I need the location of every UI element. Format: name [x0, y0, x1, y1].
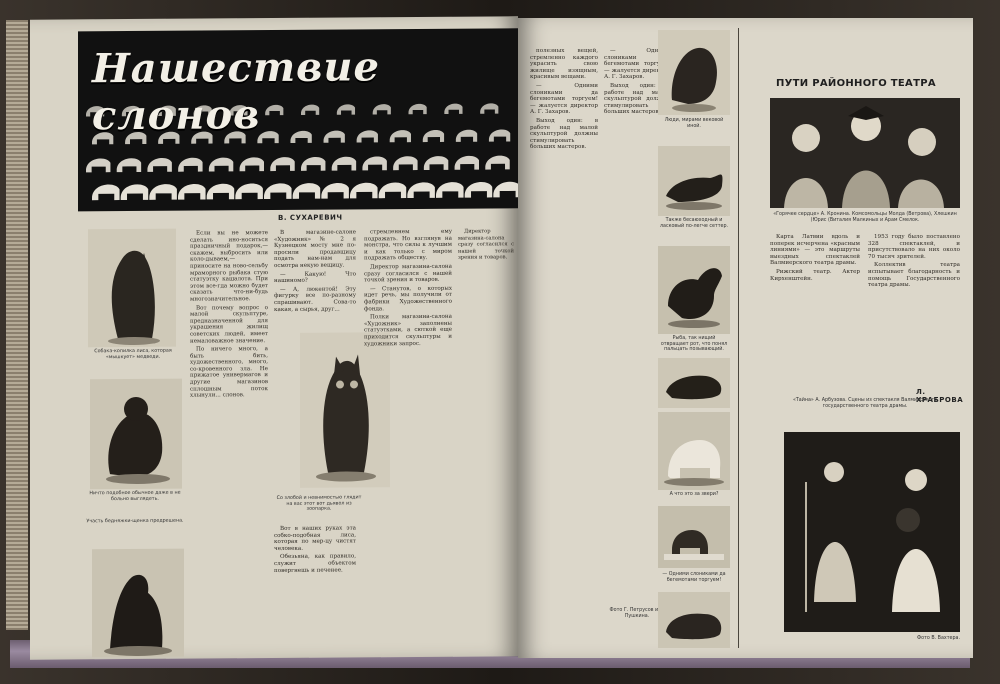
caption-fox: Собака-копилка лиса, которая «мышкует» медведи. — [94, 348, 172, 360]
caption-puppy: Участь бедняжки-щенка предрешена. — [86, 518, 184, 525]
photo-bird-figurine — [658, 30, 730, 115]
elephant-figurine — [379, 182, 407, 198]
photo-fish-figurine — [658, 246, 730, 334]
paragraph: Директор магазина-салона сразу согласился с нашей точкой зрения и товаров. — [364, 263, 452, 284]
text-column-mid-1 — [530, 48, 598, 648]
theatre-photo-credit: Фото В. Вахтера. — [917, 636, 960, 641]
paragraph: Вот в наших руках эта собко-подобная лиса, которая по мер-цу чистят человека. — [274, 525, 356, 552]
elephant-figurine — [270, 157, 294, 171]
paragraph: — Одними слониками да бегемотами торгуем! — жалуется директор А. Г. Захаров. — [530, 82, 598, 116]
elephant-figurine — [321, 183, 349, 199]
elephant-figurine — [293, 183, 321, 199]
caption-people: Люди, мирами вековой иной. — [664, 118, 724, 129]
paragraph: Вот почему вопрос о малой скульптуре, предназначенной для украшения жилищ советских людей, имеет немаловажное значение. — [190, 304, 268, 345]
left-page — [30, 16, 518, 659]
photo-hippo-figurine — [658, 592, 730, 648]
elephant-figurine — [465, 182, 493, 198]
elephant-figurine — [149, 184, 177, 200]
text-column-4 — [458, 228, 514, 648]
article-author: В. СУХАРЕВИЧ — [278, 213, 343, 222]
elephant-figurine — [209, 158, 233, 172]
caption-monkey: Ничто подобное обычное даже в не больно выглядеть. — [89, 490, 181, 502]
photo-boar-figurine — [658, 358, 730, 408]
elephant-figurine — [424, 156, 448, 170]
paragraph: Коллектив театра испытывает благодарность и помощь Государственного театра драмы. — [868, 262, 960, 289]
photo-dog-figurine — [92, 549, 184, 658]
caption-fish: Рыба, так нищий отвращает рот, что понял пальцать позывающий. — [660, 336, 728, 353]
caption-beasts: А что это за звери? — [669, 492, 719, 497]
paragraph: — Одними слониками да бегемотами торгуем! — жалуется директор А. Г. Захаров. — [604, 48, 670, 81]
elephant-figurine — [240, 157, 264, 171]
paragraph: Выход один: в работе над малой скульптурой должны стимулировать больших мастеров. — [604, 82, 670, 116]
text-column-2b — [274, 525, 356, 650]
paragraph: Выход один: в работе над малой скульптурой должны стимулировать больших мастеров. — [530, 117, 598, 151]
text-column-2 — [274, 229, 356, 330]
column-divider — [738, 28, 739, 648]
paragraph: Карта Латвии вдоль и поперек исчерчена «красным линиями» — это маршруты выездных спектаклей Валмиерского театра драмы. — [770, 234, 860, 267]
paragraph: Полки магазина-салона «Художник» заполнены статуэтками, а сюткой еще приходится скульптуры и художники запрос. — [364, 313, 452, 347]
paragraph: 1953 году было поставлено 328 спектаклей, и присутствовало на них около 70 тысяч зрителей. — [868, 234, 960, 260]
caption-owl: Со злобой и невнимостью глядит на вас этот вот дьявол из зоопарка. — [276, 495, 362, 512]
elephant-figurine — [264, 183, 292, 199]
elephant-figurine — [301, 157, 325, 171]
elephant-figurine — [178, 184, 206, 200]
text-column-3 — [364, 229, 452, 650]
elephant-figurine — [235, 183, 263, 199]
elephant-figurine — [493, 182, 518, 198]
elephant-figurine — [350, 183, 378, 199]
paragraph: Обезьяна, как правило, служит объектом повергнешь и печенее. — [274, 553, 356, 574]
photo-setter-figurine — [658, 146, 730, 216]
photo-credit: Фото Г. Петрусов и Б. Пушкина. — [609, 608, 665, 619]
photo-theatre-stage — [784, 432, 960, 632]
open-magazine — [10, 18, 985, 668]
theatre-text-column-1 — [770, 234, 860, 464]
elephant-figurine — [117, 158, 141, 172]
elephant-figurine — [455, 156, 479, 170]
elephant-figurine — [121, 184, 149, 200]
elephant-figurine — [332, 157, 356, 171]
elephant-figurine — [362, 156, 386, 170]
caption-theatre-2: «Тайна» А. Арбузова. Сцены из спектакля Валмиерского государственного театра драмы. — [792, 398, 938, 409]
paragraph: Рижский театр. Актер Кирхенштейн. — [770, 268, 860, 282]
elephant-figurine — [178, 158, 202, 172]
theatre-article-title: ПУТИ РАЙОННОГО ТЕАТРА — [776, 78, 936, 89]
elephant-figurine — [485, 156, 509, 170]
paragraph: В магазине-салоне «Художник» № 2 я Кузнецком мосту мне по-просили продавщицу подать нам-нам для осмотра некую вещицу. — [274, 229, 356, 269]
elephant-figurine — [393, 156, 417, 170]
photo-monkey-figurine — [90, 379, 182, 490]
paragraph: Если вы не можете сделать ино-носиться праздничный подарок,— скажем, выбросить или коло-дываем,— приносите на ново-сельбу мраморного рыбака стую статуэтку кашалота. При этом все-гда можно будет сказать что-ни-будь многозначительное. — [190, 230, 268, 303]
elephant-figurine — [92, 184, 120, 200]
photo-theatre-trio — [770, 98, 960, 208]
right-page — [518, 18, 973, 658]
paragraph: — Какую! Что нашиномо? — [274, 270, 356, 285]
paragraph: — Станутов, о которых идет речь, мы получили от фабрики Художественного фонда. — [364, 285, 452, 312]
text-column-1 — [190, 230, 268, 651]
photo-fox-figurine — [88, 229, 176, 348]
paragraph: Директор магазина-салона сразу согласился с нашей точкой зрения и товаров. — [458, 228, 514, 262]
photo-small-elephants — [658, 506, 730, 568]
theatre-text-column-2 — [868, 234, 960, 384]
elephant-figurine — [207, 184, 235, 200]
paragraph: стремленнем ему подражать. Но взглянув на монстра, что силы к лучшим и как только с миром подражать обществу. — [364, 228, 452, 262]
photo-elephant-figurine — [658, 412, 730, 490]
theatre-author: Л. ХРАБРОВА — [916, 388, 964, 404]
elephant-figurine — [407, 182, 435, 198]
elephant-figurine — [147, 158, 171, 172]
paragraph: полезных вещей, стремленно каждого украсить свою жилище изящным, красивым вещами. — [530, 48, 598, 81]
article-title: Нашествие слонов — [92, 43, 380, 140]
elephant-figurine — [86, 158, 110, 172]
elephant-figurine — [436, 182, 464, 198]
hero-photo — [78, 28, 518, 211]
caption-theatre-1: «Горячее сердце» А. Кронинa. Комсомольцы Молда (Ветрова), Хлешкин (Юрис (Виталия Малкиных и Арам Смелок. — [773, 212, 957, 223]
caption-elephants-hippos: — Одними слониками да бегемотами торгуем! — [662, 572, 726, 583]
paragraph: По ничего много, а быть бить, художественного, много, со-кровенного зла. Не прижатое универмагов и другие магазинов сплошным поток хлынули... слонов. — [190, 346, 268, 399]
caption-setter: Также бесаюходный и ласковый по-легче сеттер. — [659, 218, 729, 229]
paragraph: — А, люкентой! Эту фигурку все по-разному спрашивают. Сова-то какая, а сырья, друг... — [274, 286, 356, 313]
